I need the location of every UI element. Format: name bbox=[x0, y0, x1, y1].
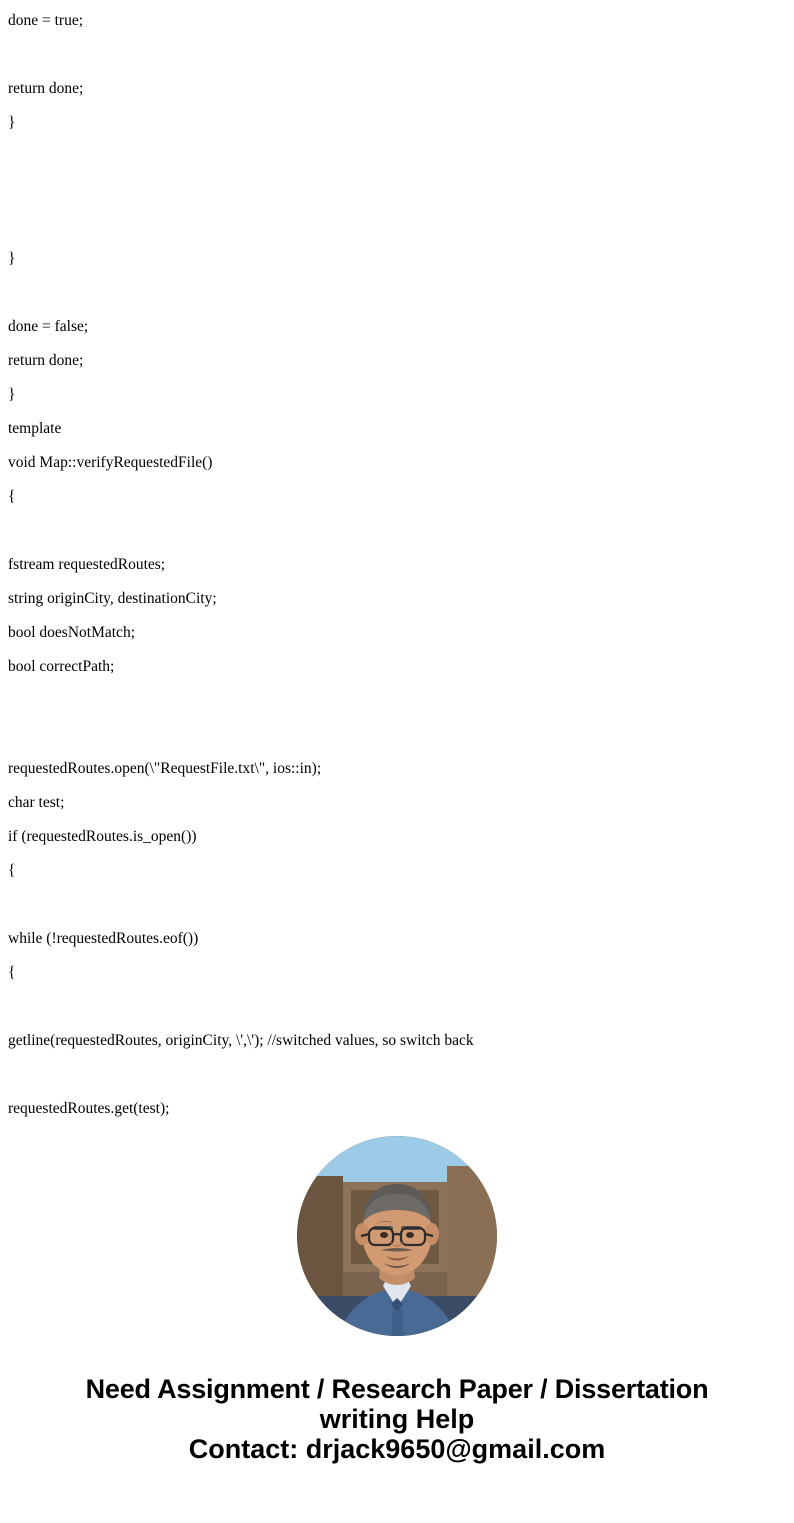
code-line bbox=[8, 140, 786, 174]
code-line: { bbox=[8, 964, 16, 981]
code-line: } bbox=[8, 386, 16, 403]
promo-banner bbox=[8, 1136, 786, 1484]
code-line bbox=[8, 514, 786, 548]
code-line: requestedRoutes.get(test); bbox=[8, 1100, 170, 1117]
code-line: bool correctPath; bbox=[8, 658, 115, 675]
code-line bbox=[8, 174, 786, 208]
code-line bbox=[8, 276, 786, 310]
code-line bbox=[8, 38, 786, 72]
profile-photo-icon bbox=[297, 1136, 497, 1336]
code-line: template bbox=[8, 420, 62, 437]
promo-line-3: Contact: drjack9650@gmail.com bbox=[188, 1434, 606, 1464]
code-line: fstream requestedRoutes; bbox=[8, 556, 166, 573]
code-line: string originCity, destinationCity; bbox=[8, 590, 217, 607]
code-line: { bbox=[8, 488, 16, 505]
code-line: } bbox=[8, 250, 16, 267]
code-line bbox=[8, 888, 786, 922]
code-line: bool doesNotMatch; bbox=[8, 624, 135, 641]
code-line: void Map::verifyRequestedFile() bbox=[8, 454, 213, 471]
code-line bbox=[8, 684, 786, 718]
code-line bbox=[8, 1058, 786, 1092]
code-line bbox=[8, 990, 786, 1024]
code-line: char test; bbox=[8, 794, 65, 811]
code-line bbox=[8, 718, 786, 752]
code-line: { bbox=[8, 862, 16, 879]
code-line: if (requestedRoutes.is_open()) bbox=[8, 828, 197, 845]
avatar bbox=[297, 1136, 497, 1336]
promo-line-1: Need Assignment / Research Paper / Dissertation bbox=[85, 1374, 709, 1404]
code-line: requestedRoutes.open(\"RequestFile.txt\", ios::in); bbox=[8, 760, 322, 777]
promo-line-2: writing Help bbox=[319, 1404, 475, 1434]
code-line: while (!requestedRoutes.eof()) bbox=[8, 930, 199, 947]
code-line: done = true; bbox=[8, 12, 84, 29]
avatar-wrap bbox=[8, 1136, 786, 1336]
code-line: return done; bbox=[8, 80, 84, 97]
code-line: getline(requestedRoutes, originCity, \',\'); //switched values, so switch back bbox=[8, 1032, 474, 1049]
code-line bbox=[8, 208, 786, 242]
code-line: done = false; bbox=[8, 318, 89, 335]
code-line: return done; bbox=[8, 352, 84, 369]
code-listing bbox=[8, 0, 786, 1126]
code-line: } bbox=[8, 114, 16, 131]
